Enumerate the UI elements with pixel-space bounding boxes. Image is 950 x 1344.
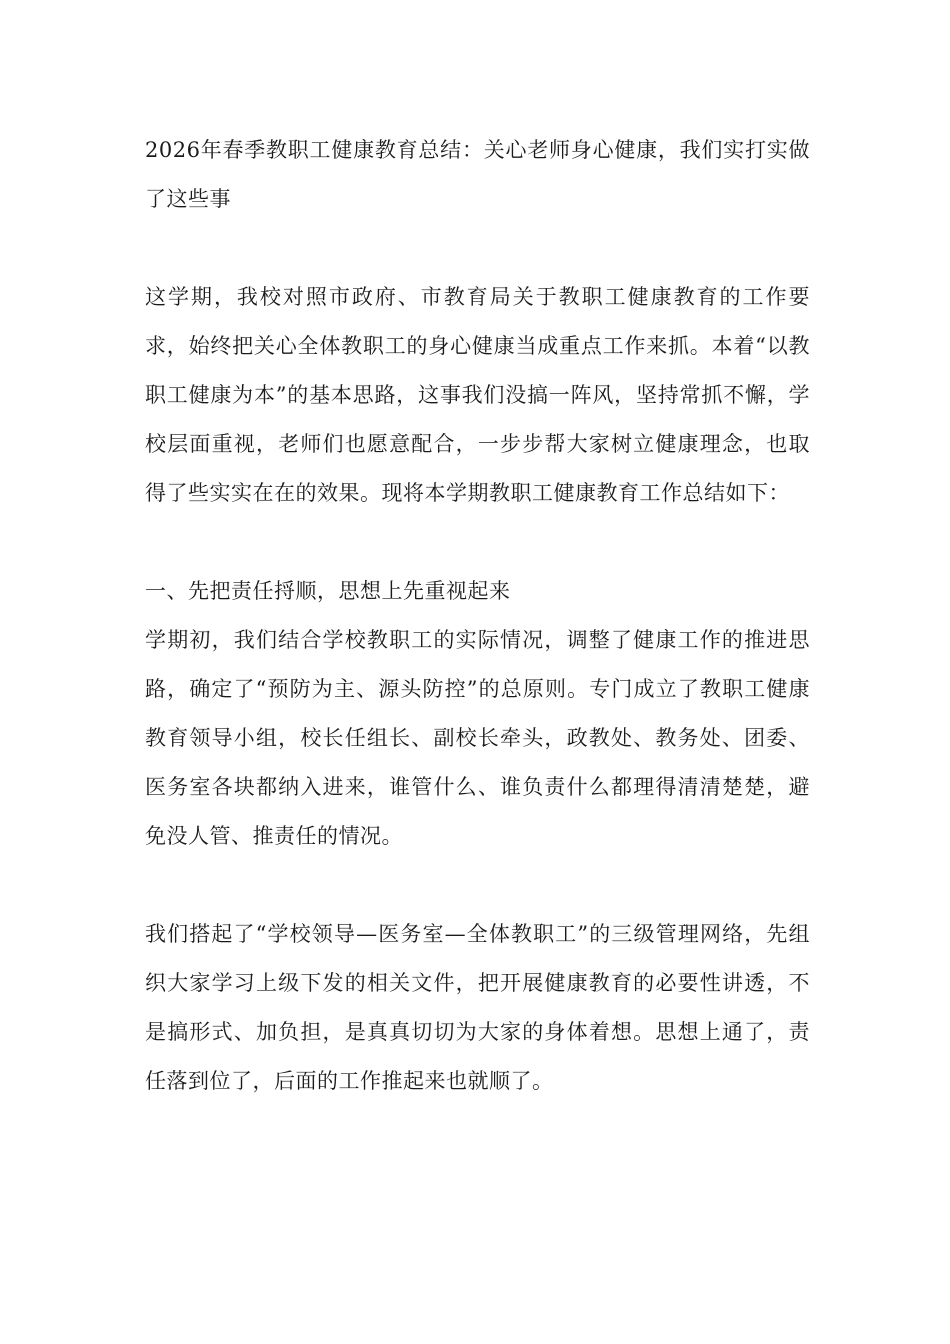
- section-heading: 一、先把责任捋顺，思想上先重视起来: [145, 579, 511, 603]
- section-paragraph-2: 我们搭起了“学校领导—医务室—全体教职工”的三级管理网络，先组织大家学习上级下发的相关文件，把开展健康教育的必要性讲透，不是搞形式、加负担，是真真切切为大家的身体着想。思想上通了，责任落到位了，后面的工作推起来也就顺了。: [145, 922, 810, 1093]
- section-paragraph-1: 学期初，我们结合学校教职工的实际情况，调整了健康工作的推进思路，确定了“预防为主、源头防控”的总原则。专门成立了教职工健康教育领导小组，校长任组长、副校长牵头，政教处、教务处、团委、医务室各块都纳入进来，谁管什么、谁负责什么都理得清清楚楚，避免没人管、推责任的情况。: [145, 628, 810, 848]
- document-page: [145, 126, 810, 1106]
- intro-paragraph: 这学期，我校对照市政府、市教育局关于教职工健康教育的工作要求，始终把关心全体教职工的身心健康当成重点工作来抓。本着“以教职工健康为本”的基本思路，这事我们没搞一阵风，坚持常抓不懈，学校层面重视，老师们也愿意配合，一步步帮大家树立健康理念，也取得了些实实在在的效果。现将本学期教职工健康教育工作总结如下：: [145, 285, 810, 505]
- document-title: 2026年春季教职工健康教育总结：关心老师身心健康，我们实打实做了这些事: [145, 138, 810, 211]
